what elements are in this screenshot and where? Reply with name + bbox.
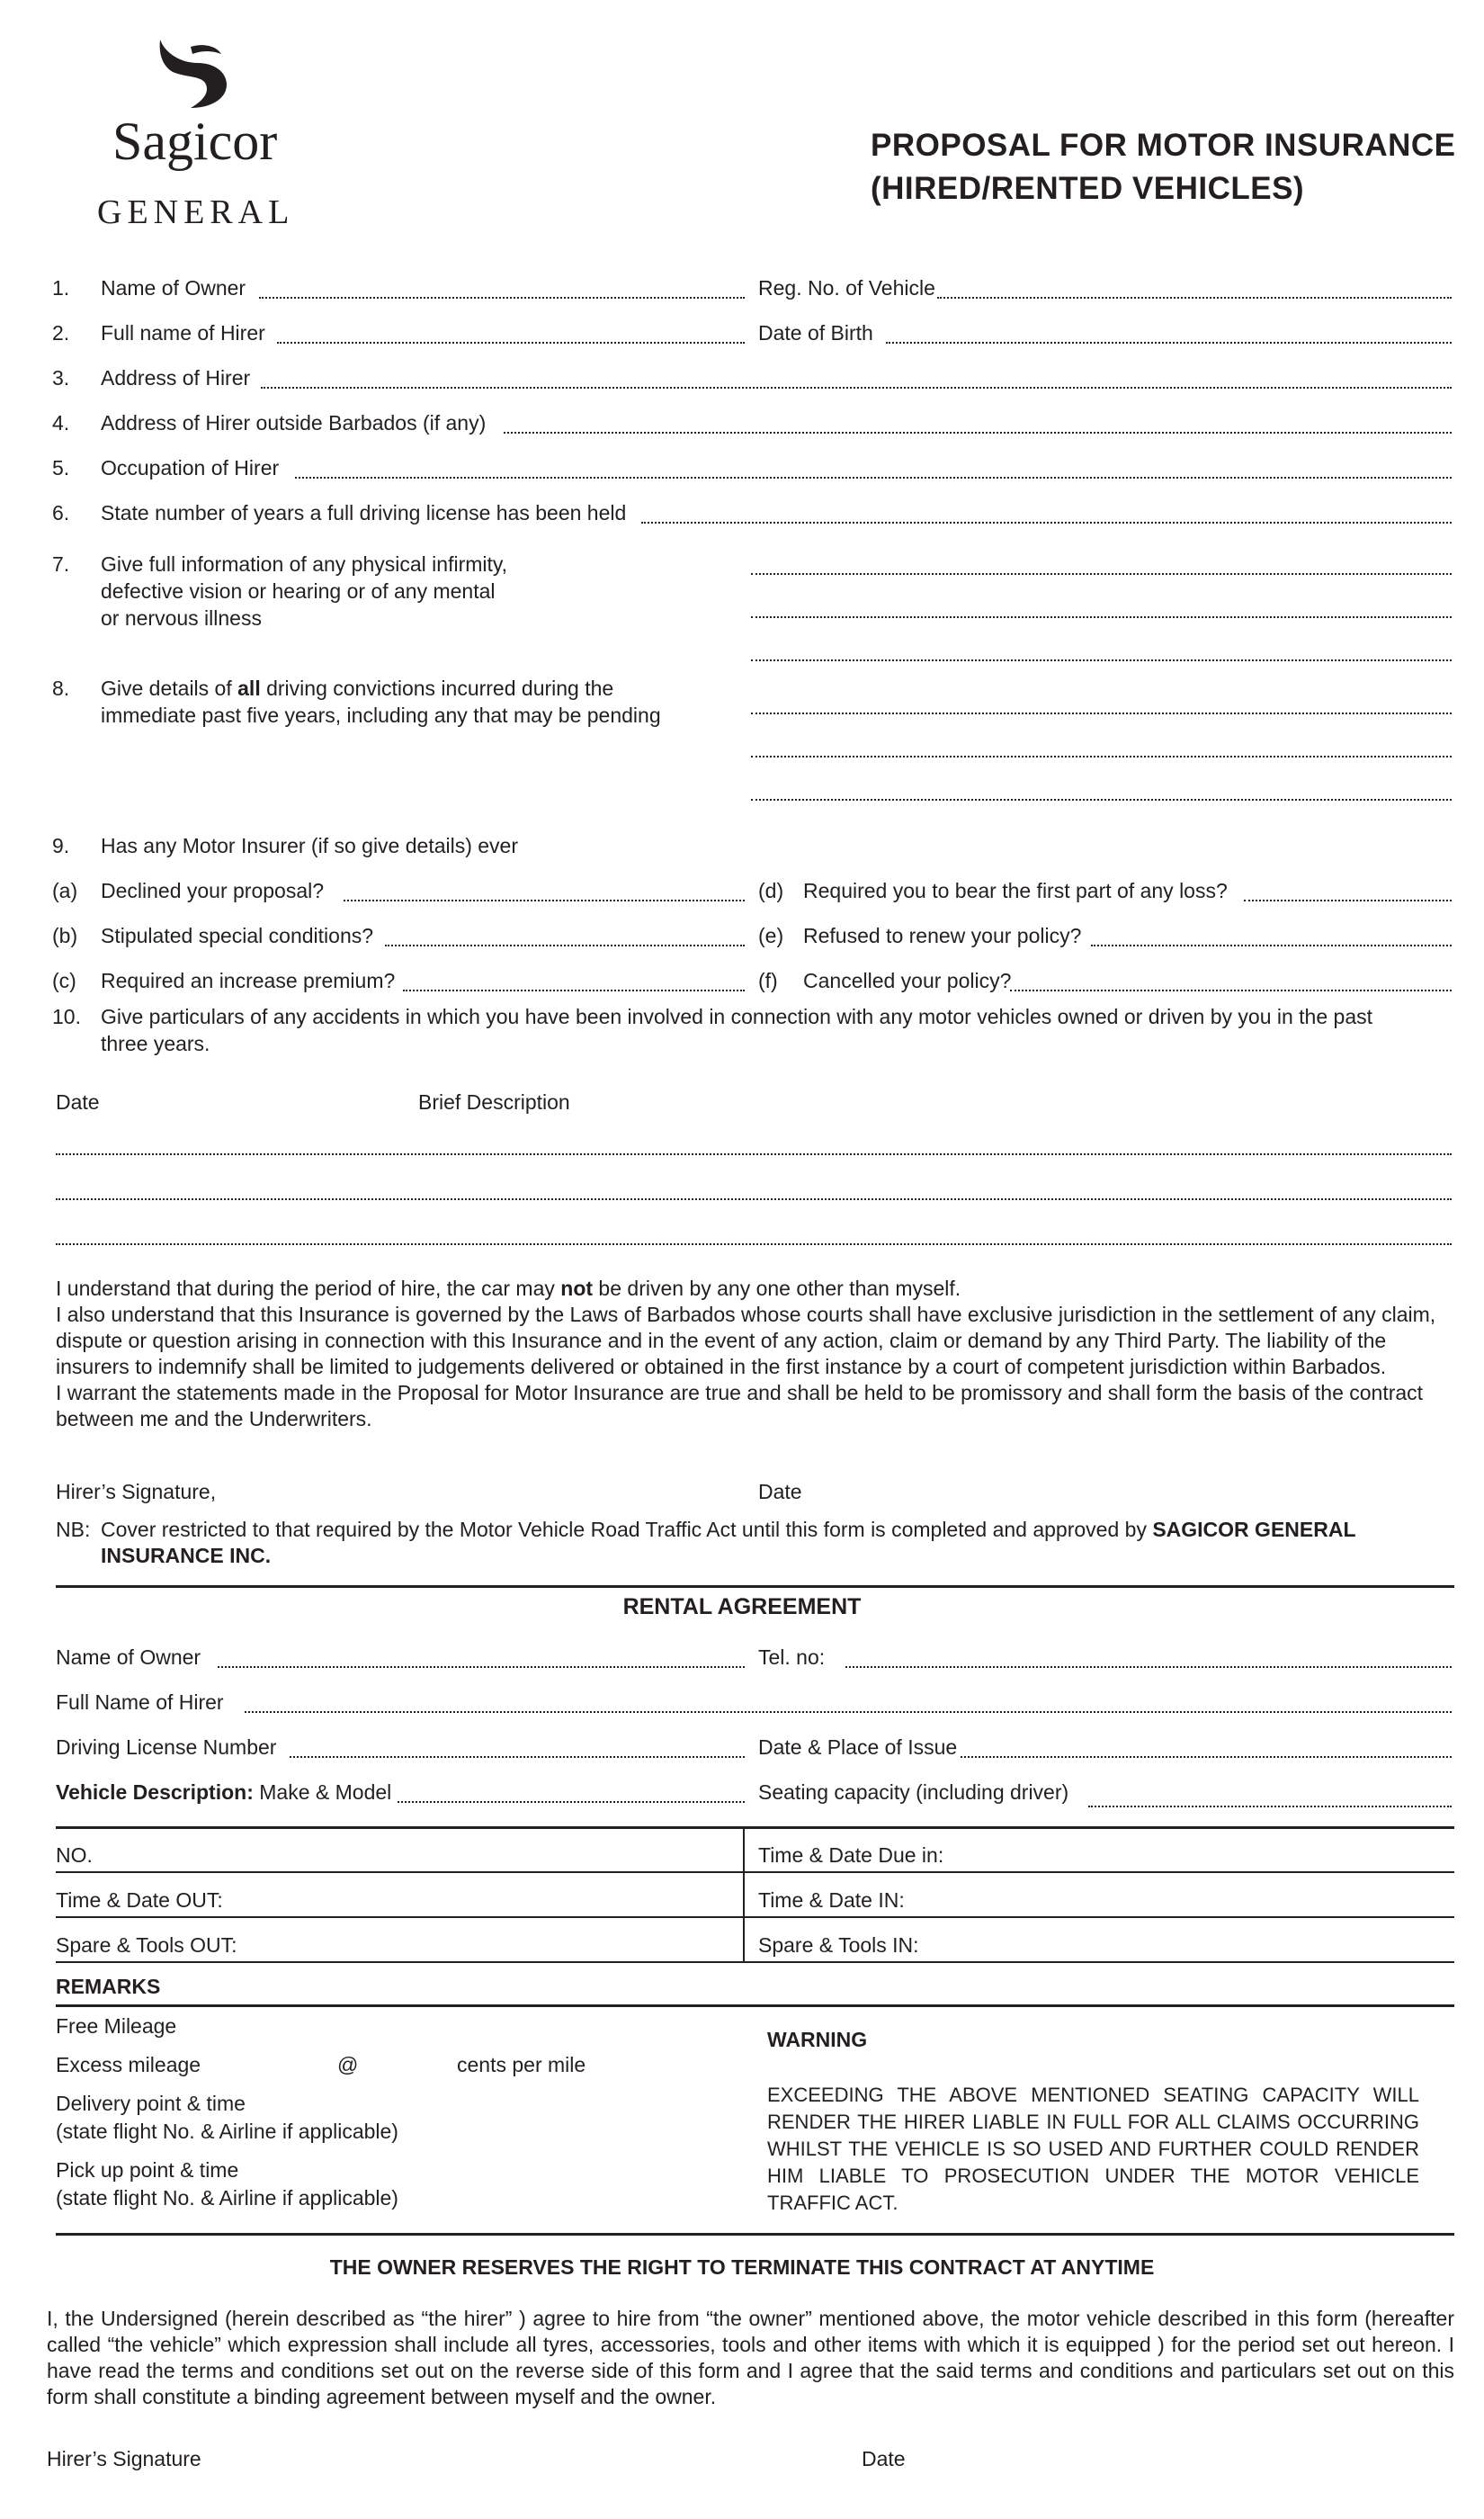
nb-label: NB: (56, 1518, 91, 1541)
accident-description-header: Brief Description (418, 1090, 570, 1114)
accident-line-3[interactable] (56, 1243, 1452, 1245)
remarks-heading: REMARKS (56, 1975, 161, 1998)
remarks-line (56, 2004, 1454, 2007)
rental-date-label: Date (862, 2447, 906, 2470)
rental-hirer-label: Full Name of Hirer (56, 1690, 224, 1714)
q9c-label: Required an increase premium? (101, 969, 396, 992)
q9b-letter: (b) (52, 924, 78, 947)
accident-line-2[interactable] (56, 1198, 1452, 1200)
brand-name: Sagicor (112, 112, 278, 171)
out-field[interactable] (243, 1880, 738, 1913)
q4-number: 4. (52, 411, 70, 435)
grid-divider (743, 1826, 745, 1962)
out-label: Time & Date OUT: (56, 1888, 223, 1912)
rental-owner-field[interactable] (218, 1666, 745, 1668)
license-number-label: Driving License Number (56, 1735, 277, 1759)
rental-agreement-heading: RENTAL AGREEMENT (622, 1594, 862, 1619)
q7-line1: Give full information of any physical infirmity, (101, 552, 508, 576)
address-label: Address of Hirer (101, 366, 251, 390)
q7-field-1[interactable] (751, 573, 1452, 575)
occupation-field[interactable] (295, 477, 1452, 479)
warning-heading: WARNING (767, 2028, 868, 2051)
q8-field-2[interactable] (751, 756, 1452, 757)
spare-in-label: Spare & Tools IN: (758, 1933, 919, 1957)
no-field[interactable] (126, 1835, 738, 1868)
rental-owner-label: Name of Owner (56, 1645, 201, 1669)
address-field[interactable] (261, 387, 1452, 389)
free-mileage-label: Free Mileage (56, 2014, 177, 2038)
q9a-letter: (a) (52, 879, 78, 902)
q9-text: Has any Motor Insurer (if so give details) ever (101, 834, 519, 857)
excess-mileage-label: Excess mileage (56, 2053, 201, 2076)
q9e-field[interactable] (1091, 945, 1452, 946)
pickup-note: (state flight No. & Airline if applicable) (56, 2186, 398, 2210)
page-title: PROPOSAL FOR MOTOR INSURANCE (HIRED/RENTED VEHICLES) (871, 128, 1456, 206)
at-symbol: @ (337, 2053, 359, 2076)
q2-number: 2. (52, 321, 70, 345)
grid-top-line (56, 1826, 1454, 1829)
hirer-name-field[interactable] (277, 342, 745, 344)
rental-hirer-field[interactable] (245, 1711, 1452, 1713)
q8-field-1[interactable] (751, 713, 1452, 714)
q9f-label: Cancelled your policy? (803, 969, 1012, 992)
in-field[interactable] (926, 1880, 1448, 1913)
q9b-field[interactable] (385, 945, 745, 946)
vehicle-description-label: Vehicle Description: Make & Model (56, 1780, 392, 1804)
q9a-field[interactable] (344, 900, 745, 901)
q8-field-3[interactable] (751, 799, 1452, 801)
owner-name-label: Name of Owner (101, 276, 246, 300)
q9-number: 9. (52, 834, 70, 857)
owner-name-field[interactable] (259, 297, 745, 299)
issue-label: Date & Place of Issue (758, 1735, 958, 1759)
pickup-label: Pick up point & time (56, 2158, 239, 2182)
q10-line1: Give particulars of any accidents in which you have been involved in connection with any motor vehicles owned or driven by you in the past (101, 1005, 1373, 1028)
dob-field[interactable] (886, 342, 1452, 344)
due-in-field[interactable] (962, 1835, 1448, 1868)
address-outside-label: Address of Hirer outside Barbados (if any) (101, 411, 487, 435)
license-years-field[interactable] (641, 522, 1452, 524)
accident-line-1[interactable] (56, 1153, 1452, 1155)
address-outside-field[interactable] (504, 432, 1452, 434)
q9d-label: Required you to bear the first part of any loss? (803, 879, 1228, 902)
sagicor-swan-logo-icon (151, 36, 234, 113)
q8-line1: Give details of all driving convictions incurred during the (101, 677, 614, 700)
declaration-paragraph: I understand that during the period of hire, the car may not be driven by any one other than myself. I also understand that this Insurance is governed by the Laws of Barbados whose courts shall have exclusive jurisdiction in the settlement of any claim, dispute or question arising in connection with this Insurance and in the event of any action, claim or demand by any Third Party. The liability of the insurers to indemnify shall be limited to judgements delivered or obtained in the first instance by a court of competent jurisdiction within Barbados. I warrant the statements made in the Proposal for Motor Insurance are true and shall be held to be promissory and shall form the basis of the contract between me and the Underwriters. (56, 1277, 1436, 1430)
proposal-date-label: Date (758, 1480, 802, 1503)
terminate-notice: THE OWNER RESERVES THE RIGHT TO TERMINATE THIS CONTRACT AT ANYTIME (329, 2255, 1155, 2279)
q9a-label: Declined your proposal? (101, 879, 325, 902)
q1-number: 1. (52, 276, 70, 300)
delivery-label: Delivery point & time (56, 2092, 246, 2115)
brand-division: GENERAL (97, 193, 295, 231)
section-divider (56, 1585, 1454, 1588)
q9c-letter: (c) (52, 969, 76, 992)
q5-number: 5. (52, 456, 70, 480)
grid-line (56, 1916, 1454, 1918)
cents-per-mile-label: cents per mile (457, 2053, 586, 2076)
hirer-name-label: Full name of Hirer (101, 321, 265, 345)
warning-text: EXCEEDING THE ABOVE MENTIONED SEATING CAPACITY WILL RENDER THE HIRER LIABLE IN FULL FOR ALL CLAIMS OCCURRING WHILST THE VEHICLE IS SO USED AND FURTHER COULD RENDER HIM LIABLE TO PROSECUTION UNDER THE MOTOR VEHICLE TRAFFIC ACT. (767, 2084, 1419, 2214)
grid-line (56, 1871, 1454, 1873)
q10-line2: three years. (101, 1032, 210, 1055)
no-label: NO. (56, 1843, 93, 1867)
tel-field[interactable] (845, 1666, 1452, 1668)
terms-line (56, 2233, 1454, 2236)
q9c-field[interactable] (403, 990, 745, 991)
q9f-field[interactable] (1010, 990, 1452, 991)
agreement-paragraph: I, the Undersigned (herein described as “the hirer” ) agree to hire from “the owner” mentioned above, the motor vehicle described in this form (hereafter called “the vehicle” which expression shall include all tyres, accessories, tools and other items with which it is equipped ) for the period set out hereon. I have read the terms and conditions set out on the reverse side of this form and I agree that the said terms and conditions and particulars set out on this form shall constitute a binding agreement between myself and the owner. (47, 2307, 1454, 2408)
grid-line (56, 1961, 1454, 1963)
q10-number: 10. (52, 1005, 81, 1028)
q7-line3: or nervous illness (101, 606, 262, 630)
in-label: Time & Date IN: (758, 1888, 905, 1912)
issue-field[interactable] (961, 1756, 1452, 1758)
proposal-signature-label: Hirer’s Signature, (56, 1480, 217, 1503)
reg-no-label: Reg. No. of Vehicle (758, 276, 935, 300)
q8-line2: immediate past five years, including any that may be pending (101, 704, 661, 727)
make-model-field[interactable] (398, 1801, 745, 1803)
q7-field-3[interactable] (751, 659, 1452, 661)
spare-out-field[interactable] (270, 1925, 738, 1958)
occupation-label: Occupation of Hirer (101, 456, 280, 480)
seating-field[interactable] (1088, 1806, 1452, 1807)
delivery-note: (state flight No. & Airline if applicable) (56, 2120, 398, 2143)
q9e-letter: (e) (758, 924, 784, 947)
seating-label: Seating capacity (including driver) (758, 1780, 1069, 1804)
q9f-letter: (f) (758, 969, 778, 992)
q9d-letter: (d) (758, 879, 784, 902)
q7-line2: defective vision or hearing or of any mental (101, 579, 496, 603)
license-number-field[interactable] (290, 1756, 745, 1758)
q3-number: 3. (52, 366, 70, 390)
accident-date-header: Date (56, 1090, 100, 1114)
spare-in-field[interactable] (953, 1925, 1448, 1958)
license-years-label: State number of years a full driving license has been held (101, 501, 627, 524)
reg-no-field[interactable] (937, 297, 1452, 299)
q6-number: 6. (52, 501, 70, 524)
q7-number: 7. (52, 552, 70, 576)
q9b-label: Stipulated special conditions? (101, 924, 374, 947)
q8-number: 8. (52, 677, 70, 700)
q7-field-2[interactable] (751, 616, 1452, 618)
spare-out-label: Spare & Tools OUT: (56, 1933, 237, 1957)
rental-signature-label: Hirer’s Signature (47, 2447, 201, 2470)
q9d-field[interactable] (1244, 900, 1452, 901)
dob-label: Date of Birth (758, 321, 873, 345)
nb-text: Cover restricted to that required by the Motor Vehicle Road Traffic Act until this form is completed and approved by SAGICOR GENERAL INSURANCE INC. (101, 1518, 1356, 1567)
q9e-label: Refused to renew your policy? (803, 924, 1082, 947)
tel-label: Tel. no: (758, 1645, 826, 1669)
due-in-label: Time & Date Due in: (758, 1843, 944, 1867)
